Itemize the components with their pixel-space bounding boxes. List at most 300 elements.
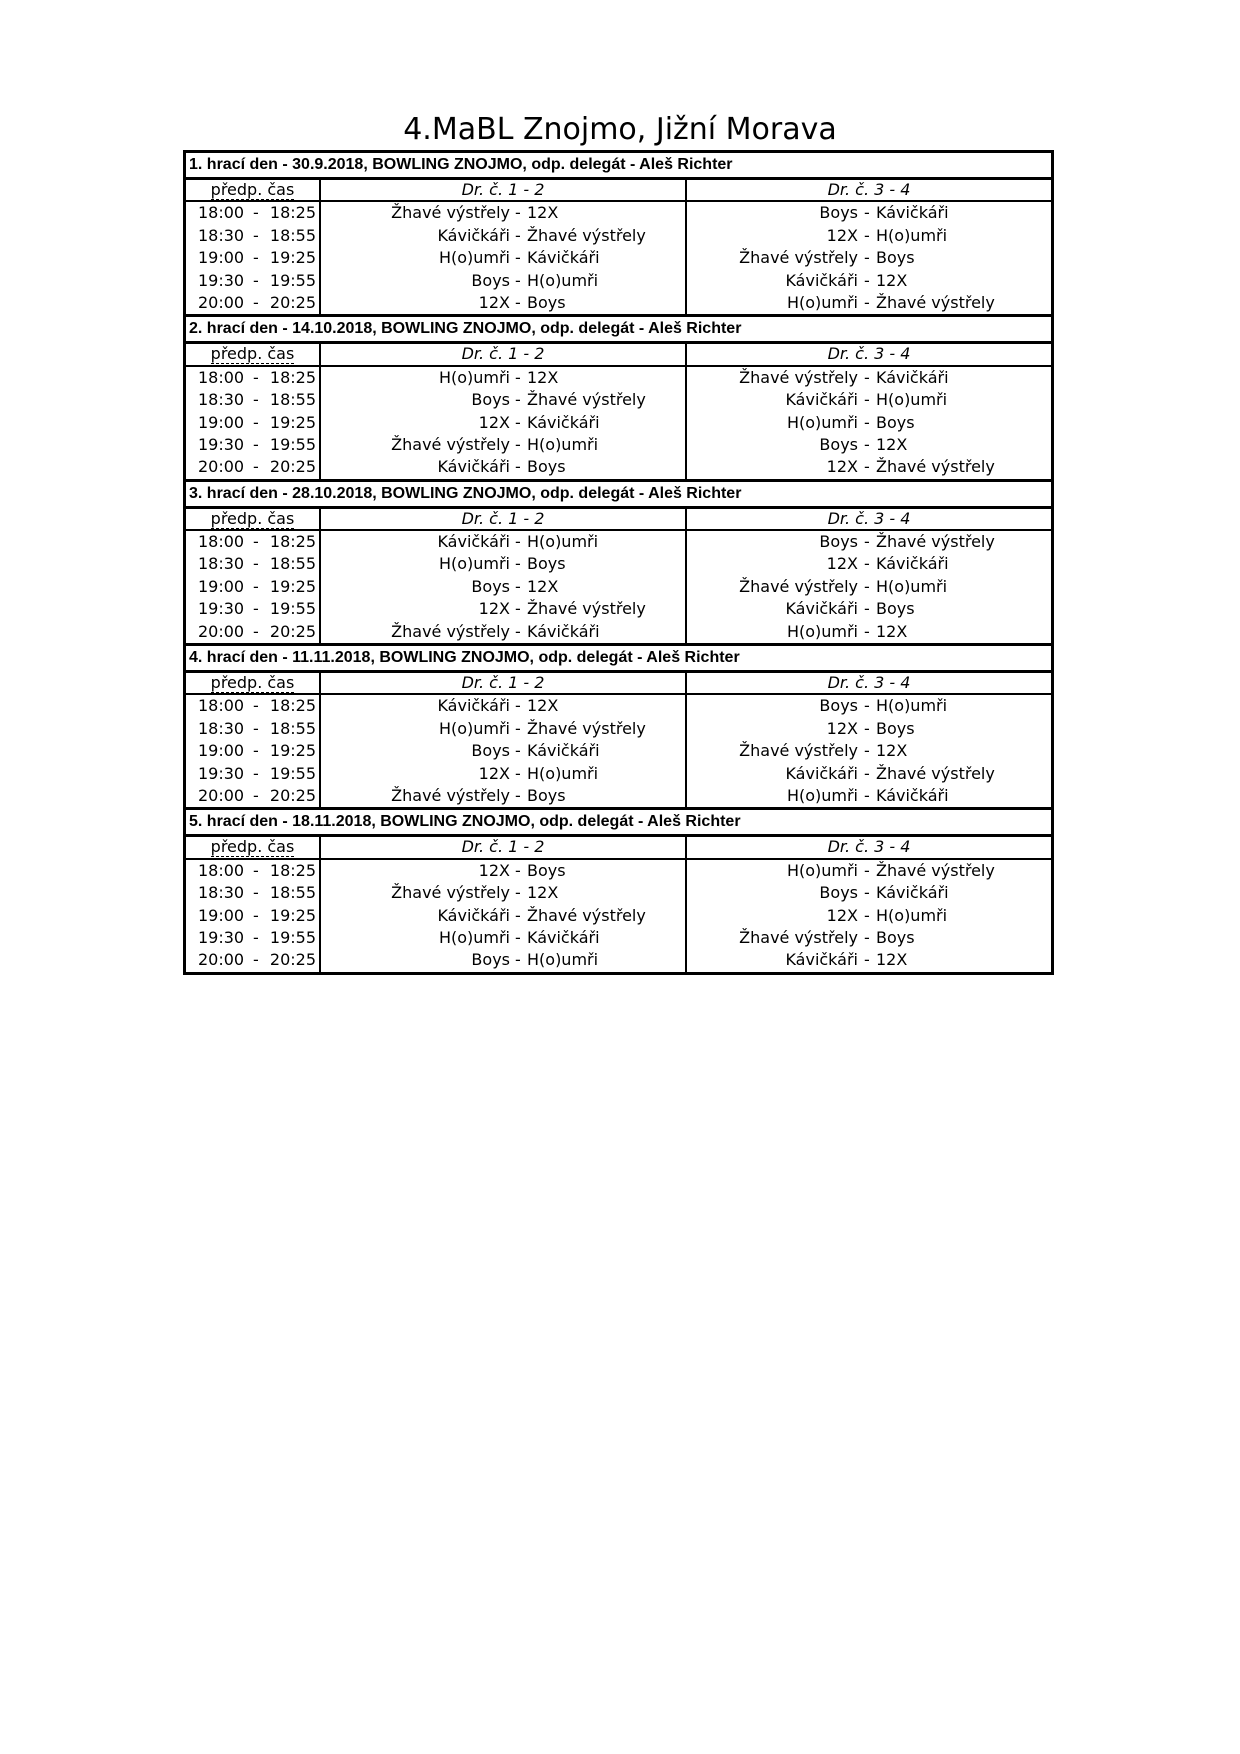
away-team: Žhavé výstřely	[527, 390, 646, 410]
lanes-1-2-label: Dr. č. 1 - 2	[461, 344, 545, 364]
home-team: 12X	[478, 599, 510, 619]
away-team: Boys	[527, 292, 566, 312]
home-team: H(o)umři	[438, 718, 510, 738]
end-time: 18:25	[269, 860, 316, 880]
match-lanes-3-4	[687, 225, 1051, 247]
versus-separator: -	[864, 554, 870, 574]
match-row	[186, 225, 1051, 247]
time-cell	[186, 695, 321, 717]
time-cell	[186, 270, 321, 292]
time-separator: -	[253, 950, 259, 970]
time-column-header	[186, 673, 321, 693]
away-team: Kávičkáři	[876, 883, 949, 903]
home-team: Žhavé výstřely	[391, 883, 510, 903]
match-row	[186, 389, 1051, 411]
time-cell	[186, 412, 321, 434]
day-block	[186, 646, 1051, 810]
versus-separator: -	[515, 532, 521, 552]
away-team: Žhavé výstřely	[527, 599, 646, 619]
lanes-1-2-label: Dr. č. 1 - 2	[461, 508, 545, 528]
time-cell	[186, 553, 321, 575]
versus-separator: -	[515, 248, 521, 268]
away-team: Žhavé výstřely	[527, 905, 646, 925]
match-lanes-1-2	[321, 576, 687, 598]
match-row	[186, 456, 1051, 478]
time-column-label: předp. čas	[210, 180, 295, 199]
end-time: 18:25	[269, 696, 316, 716]
end-time: 19:55	[269, 270, 316, 290]
match-row	[186, 949, 1051, 971]
lanes-3-4-label: Dr. č. 3 - 4	[827, 180, 911, 199]
match-row	[186, 763, 1051, 785]
versus-separator: -	[515, 741, 521, 761]
match-row	[186, 270, 1051, 292]
lanes-3-4-column-header	[687, 837, 1051, 857]
away-team: Boys	[527, 554, 566, 574]
time-separator: -	[253, 883, 259, 903]
away-team: 12X	[876, 270, 908, 290]
start-time: 18:00	[198, 860, 245, 880]
lanes-1-2-column-header	[321, 344, 687, 364]
end-time: 19:55	[269, 599, 316, 619]
home-team: Kávičkáři	[437, 696, 510, 716]
time-separator: -	[253, 248, 259, 268]
home-team: 12X	[826, 718, 858, 738]
match-row	[186, 202, 1051, 224]
time-cell	[186, 389, 321, 411]
away-team: 12X	[876, 434, 908, 454]
home-team: H(o)umři	[438, 367, 510, 387]
versus-separator: -	[515, 203, 521, 223]
match-lanes-3-4	[687, 412, 1051, 434]
home-team: Žhavé výstřely	[739, 367, 858, 387]
time-separator: -	[253, 718, 259, 738]
versus-separator: -	[864, 367, 870, 387]
away-team: Boys	[527, 785, 566, 805]
day-header: 2. hrací den - 14.10.2018, BOWLING ZNOJMO, odp. delegát - Aleš Richter	[186, 317, 1051, 344]
home-team: Žhavé výstřely	[391, 203, 510, 223]
match-lanes-3-4	[687, 202, 1051, 224]
time-cell	[186, 456, 321, 478]
match-row	[186, 292, 1051, 314]
time-separator: -	[253, 390, 259, 410]
time-cell	[186, 860, 321, 882]
match-row	[186, 434, 1051, 456]
home-team: 12X	[478, 412, 510, 432]
time-separator: -	[253, 696, 259, 716]
home-team: Kávičkáři	[437, 532, 510, 552]
home-team: Boys	[819, 532, 858, 552]
time-cell	[186, 740, 321, 762]
time-cell	[186, 621, 321, 643]
home-team: Žhavé výstřely	[739, 927, 858, 947]
start-time: 19:30	[198, 763, 245, 783]
lanes-3-4-column-header	[687, 509, 1051, 529]
column-header-row	[186, 673, 1051, 695]
match-lanes-1-2	[321, 367, 687, 389]
home-team: H(o)umři	[786, 621, 858, 641]
away-team: 12X	[527, 367, 559, 387]
match-lanes-1-2	[321, 270, 687, 292]
away-team: Kávičkáři	[527, 621, 600, 641]
match-lanes-3-4	[687, 763, 1051, 785]
start-time: 18:30	[198, 554, 245, 574]
match-row	[186, 882, 1051, 904]
time-cell	[186, 785, 321, 807]
versus-separator: -	[515, 225, 521, 245]
match-lanes-3-4	[687, 785, 1051, 807]
day-header: 1. hrací den - 30.9.2018, BOWLING ZNOJMO, odp. delegát - Aleš Richter	[186, 153, 1051, 180]
match-lanes-3-4	[687, 553, 1051, 575]
match-row	[186, 621, 1051, 643]
start-time: 18:00	[198, 367, 245, 387]
match-row	[186, 905, 1051, 927]
home-team: Žhavé výstřely	[739, 576, 858, 596]
start-time: 20:00	[198, 621, 245, 641]
away-team: Boys	[527, 457, 566, 477]
lanes-3-4-label: Dr. č. 3 - 4	[827, 508, 911, 528]
lanes-1-2-column-header	[321, 673, 687, 693]
match-row	[186, 576, 1051, 598]
match-lanes-3-4	[687, 927, 1051, 949]
time-column-header	[186, 180, 321, 200]
versus-separator: -	[515, 905, 521, 925]
home-team: Žhavé výstřely	[391, 434, 510, 454]
home-team: Boys	[471, 270, 510, 290]
time-column-label: předp. čas	[210, 837, 295, 857]
versus-separator: -	[864, 718, 870, 738]
away-team: Žhavé výstřely	[876, 292, 995, 312]
day-header: 3. hrací den - 28.10.2018, BOWLING ZNOJMO, odp. delegát - Aleš Richter	[186, 482, 1051, 509]
match-lanes-1-2	[321, 202, 687, 224]
match-row	[186, 860, 1051, 882]
match-lanes-3-4	[687, 718, 1051, 740]
home-team: 12X	[478, 763, 510, 783]
lanes-1-2-column-header	[321, 509, 687, 529]
away-team: Boys	[527, 860, 566, 880]
match-lanes-3-4	[687, 949, 1051, 971]
end-time: 18:25	[269, 532, 316, 552]
time-separator: -	[253, 621, 259, 641]
time-separator: -	[253, 457, 259, 477]
match-lanes-3-4	[687, 740, 1051, 762]
end-time: 20:25	[269, 292, 316, 312]
away-team: Boys	[876, 718, 915, 738]
away-team: H(o)umři	[527, 434, 599, 454]
home-team: 12X	[826, 225, 858, 245]
versus-separator: -	[515, 434, 521, 454]
home-team: Boys	[471, 950, 510, 970]
versus-separator: -	[515, 763, 521, 783]
away-team: 12X	[527, 203, 559, 223]
away-team: 12X	[527, 696, 559, 716]
home-team: Žhavé výstřely	[391, 621, 510, 641]
home-team: Kávičkáři	[785, 599, 858, 619]
end-time: 18:25	[269, 367, 316, 387]
end-time: 19:55	[269, 763, 316, 783]
match-row	[186, 740, 1051, 762]
end-time: 19:25	[269, 412, 316, 432]
column-header-row	[186, 180, 1051, 202]
versus-separator: -	[864, 950, 870, 970]
away-team: 12X	[876, 621, 908, 641]
versus-separator: -	[864, 532, 870, 552]
lanes-3-4-label: Dr. č. 3 - 4	[827, 344, 911, 364]
away-team: Kávičkáři	[876, 785, 949, 805]
versus-separator: -	[515, 718, 521, 738]
away-team: 12X	[876, 741, 908, 761]
home-team: 12X	[826, 554, 858, 574]
start-time: 19:00	[198, 905, 245, 925]
home-team: H(o)umři	[438, 248, 510, 268]
home-team: H(o)umři	[438, 554, 510, 574]
match-row	[186, 718, 1051, 740]
time-column-label: předp. čas	[210, 508, 295, 528]
start-time: 19:30	[198, 270, 245, 290]
home-team: Žhavé výstřely	[391, 785, 510, 805]
time-cell	[186, 598, 321, 620]
away-team: 12X	[527, 883, 559, 903]
home-team: H(o)umři	[438, 927, 510, 947]
away-team: H(o)umři	[527, 950, 599, 970]
lanes-1-2-label: Dr. č. 1 - 2	[461, 837, 545, 857]
match-row	[186, 695, 1051, 717]
start-time: 18:30	[198, 225, 245, 245]
match-lanes-3-4	[687, 531, 1051, 553]
match-lanes-1-2	[321, 412, 687, 434]
match-lanes-1-2	[321, 695, 687, 717]
versus-separator: -	[864, 905, 870, 925]
versus-separator: -	[515, 576, 521, 596]
versus-separator: -	[515, 367, 521, 387]
away-team: H(o)umři	[527, 270, 599, 290]
versus-separator: -	[515, 599, 521, 619]
time-separator: -	[253, 599, 259, 619]
day-block	[186, 317, 1051, 481]
away-team: Žhavé výstřely	[876, 763, 995, 783]
match-row	[186, 785, 1051, 807]
match-lanes-3-4	[687, 598, 1051, 620]
home-team: Kávičkáři	[785, 270, 858, 290]
versus-separator: -	[864, 621, 870, 641]
home-team: H(o)umři	[786, 785, 858, 805]
match-lanes-1-2	[321, 389, 687, 411]
start-time: 19:30	[198, 927, 245, 947]
match-lanes-3-4	[687, 456, 1051, 478]
versus-separator: -	[864, 860, 870, 880]
end-time: 20:25	[269, 785, 316, 805]
home-team: Kávičkáři	[785, 390, 858, 410]
start-time: 20:00	[198, 950, 245, 970]
lanes-1-2-column-header	[321, 837, 687, 857]
time-separator: -	[253, 554, 259, 574]
match-lanes-3-4	[687, 695, 1051, 717]
home-team: Žhavé výstřely	[739, 248, 858, 268]
versus-separator: -	[864, 457, 870, 477]
versus-separator: -	[864, 412, 870, 432]
away-team: 12X	[876, 950, 908, 970]
time-column-header	[186, 344, 321, 364]
start-time: 19:00	[198, 248, 245, 268]
away-team: Kávičkáři	[527, 741, 600, 761]
start-time: 18:00	[198, 696, 245, 716]
document-title: 4.MaBL Znojmo, Jižní Morava	[403, 112, 837, 147]
away-team: H(o)umři	[876, 696, 948, 716]
start-time: 18:30	[198, 718, 245, 738]
versus-separator: -	[515, 412, 521, 432]
home-team: Boys	[471, 390, 510, 410]
end-time: 19:55	[269, 434, 316, 454]
home-team: H(o)umři	[786, 412, 858, 432]
home-team: 12X	[826, 905, 858, 925]
match-row	[186, 553, 1051, 575]
away-team: Boys	[876, 927, 915, 947]
time-separator: -	[253, 292, 259, 312]
time-separator: -	[253, 412, 259, 432]
versus-separator: -	[515, 457, 521, 477]
time-column-header	[186, 509, 321, 529]
versus-separator: -	[864, 203, 870, 223]
lanes-3-4-label: Dr. č. 3 - 4	[827, 837, 911, 857]
end-time: 18:55	[269, 390, 316, 410]
match-lanes-1-2	[321, 860, 687, 882]
versus-separator: -	[864, 434, 870, 454]
versus-separator: -	[515, 883, 521, 903]
lanes-3-4-column-header	[687, 673, 1051, 693]
match-lanes-3-4	[687, 860, 1051, 882]
away-team: Žhavé výstřely	[876, 860, 995, 880]
column-header-row	[186, 837, 1051, 859]
end-time: 19:25	[269, 741, 316, 761]
time-separator: -	[253, 785, 259, 805]
home-team: 12X	[826, 457, 858, 477]
versus-separator: -	[515, 860, 521, 880]
match-lanes-1-2	[321, 927, 687, 949]
versus-separator: -	[864, 741, 870, 761]
home-team: Boys	[471, 576, 510, 596]
end-time: 20:25	[269, 621, 316, 641]
time-cell	[186, 225, 321, 247]
match-lanes-1-2	[321, 740, 687, 762]
home-team: H(o)umři	[786, 292, 858, 312]
match-lanes-1-2	[321, 882, 687, 904]
home-team: Kávičkáři	[437, 457, 510, 477]
versus-separator: -	[515, 950, 521, 970]
versus-separator: -	[515, 785, 521, 805]
versus-separator: -	[864, 785, 870, 805]
time-cell	[186, 531, 321, 553]
match-row	[186, 927, 1051, 949]
away-team: H(o)umři	[876, 225, 948, 245]
time-column-label: předp. čas	[210, 344, 295, 364]
match-lanes-3-4	[687, 247, 1051, 269]
match-row	[186, 598, 1051, 620]
home-team: Boys	[819, 696, 858, 716]
away-team: Boys	[876, 599, 915, 619]
end-time: 19:25	[269, 905, 316, 925]
versus-separator: -	[864, 883, 870, 903]
home-team: Kávičkáři	[785, 763, 858, 783]
start-time: 19:00	[198, 741, 245, 761]
versus-separator: -	[864, 763, 870, 783]
lanes-3-4-column-header	[687, 180, 1051, 200]
home-team: 12X	[478, 860, 510, 880]
match-lanes-3-4	[687, 905, 1051, 927]
lanes-3-4-label: Dr. č. 3 - 4	[827, 673, 911, 693]
match-row	[186, 412, 1051, 434]
end-time: 20:25	[269, 457, 316, 477]
time-cell	[186, 882, 321, 904]
column-header-row	[186, 344, 1051, 366]
home-team: Kávičkáři	[437, 225, 510, 245]
match-lanes-1-2	[321, 531, 687, 553]
time-separator: -	[253, 576, 259, 596]
versus-separator: -	[515, 554, 521, 574]
home-team: H(o)umři	[786, 860, 858, 880]
away-team: Žhavé výstřely	[527, 718, 646, 738]
match-lanes-1-2	[321, 598, 687, 620]
match-lanes-3-4	[687, 621, 1051, 643]
lanes-3-4-column-header	[687, 344, 1051, 364]
match-lanes-1-2	[321, 247, 687, 269]
away-team: H(o)umři	[876, 390, 948, 410]
home-team: Boys	[819, 883, 858, 903]
away-team: H(o)umři	[527, 763, 599, 783]
away-team: Kávičkáři	[527, 412, 600, 432]
start-time: 18:00	[198, 203, 245, 223]
versus-separator: -	[864, 576, 870, 596]
versus-separator: -	[864, 248, 870, 268]
match-lanes-3-4	[687, 576, 1051, 598]
home-team: Kávičkáři	[437, 905, 510, 925]
end-time: 18:55	[269, 225, 316, 245]
away-team: Kávičkáři	[527, 927, 600, 947]
match-lanes-3-4	[687, 270, 1051, 292]
match-lanes-3-4	[687, 367, 1051, 389]
home-team: Kávičkáři	[785, 950, 858, 970]
away-team: Kávičkáři	[876, 203, 949, 223]
versus-separator: -	[515, 292, 521, 312]
home-team: Boys	[471, 741, 510, 761]
away-team: Kávičkáři	[876, 554, 949, 574]
time-cell	[186, 949, 321, 971]
match-lanes-1-2	[321, 905, 687, 927]
time-separator: -	[253, 434, 259, 454]
match-lanes-1-2	[321, 434, 687, 456]
lanes-1-2-label: Dr. č. 1 - 2	[461, 673, 545, 693]
home-team: Boys	[819, 203, 858, 223]
time-separator: -	[253, 367, 259, 387]
end-time: 18:55	[269, 554, 316, 574]
away-team: Boys	[876, 248, 915, 268]
match-lanes-1-2	[321, 763, 687, 785]
time-cell	[186, 292, 321, 314]
start-time: 18:00	[198, 532, 245, 552]
versus-separator: -	[864, 696, 870, 716]
match-lanes-1-2	[321, 292, 687, 314]
time-cell	[186, 202, 321, 224]
end-time: 19:25	[269, 576, 316, 596]
time-separator: -	[253, 741, 259, 761]
time-separator: -	[253, 270, 259, 290]
versus-separator: -	[864, 225, 870, 245]
day-block	[186, 810, 1051, 971]
day-block	[186, 153, 1051, 317]
start-time: 20:00	[198, 292, 245, 312]
time-cell	[186, 905, 321, 927]
match-lanes-3-4	[687, 389, 1051, 411]
match-lanes-1-2	[321, 621, 687, 643]
